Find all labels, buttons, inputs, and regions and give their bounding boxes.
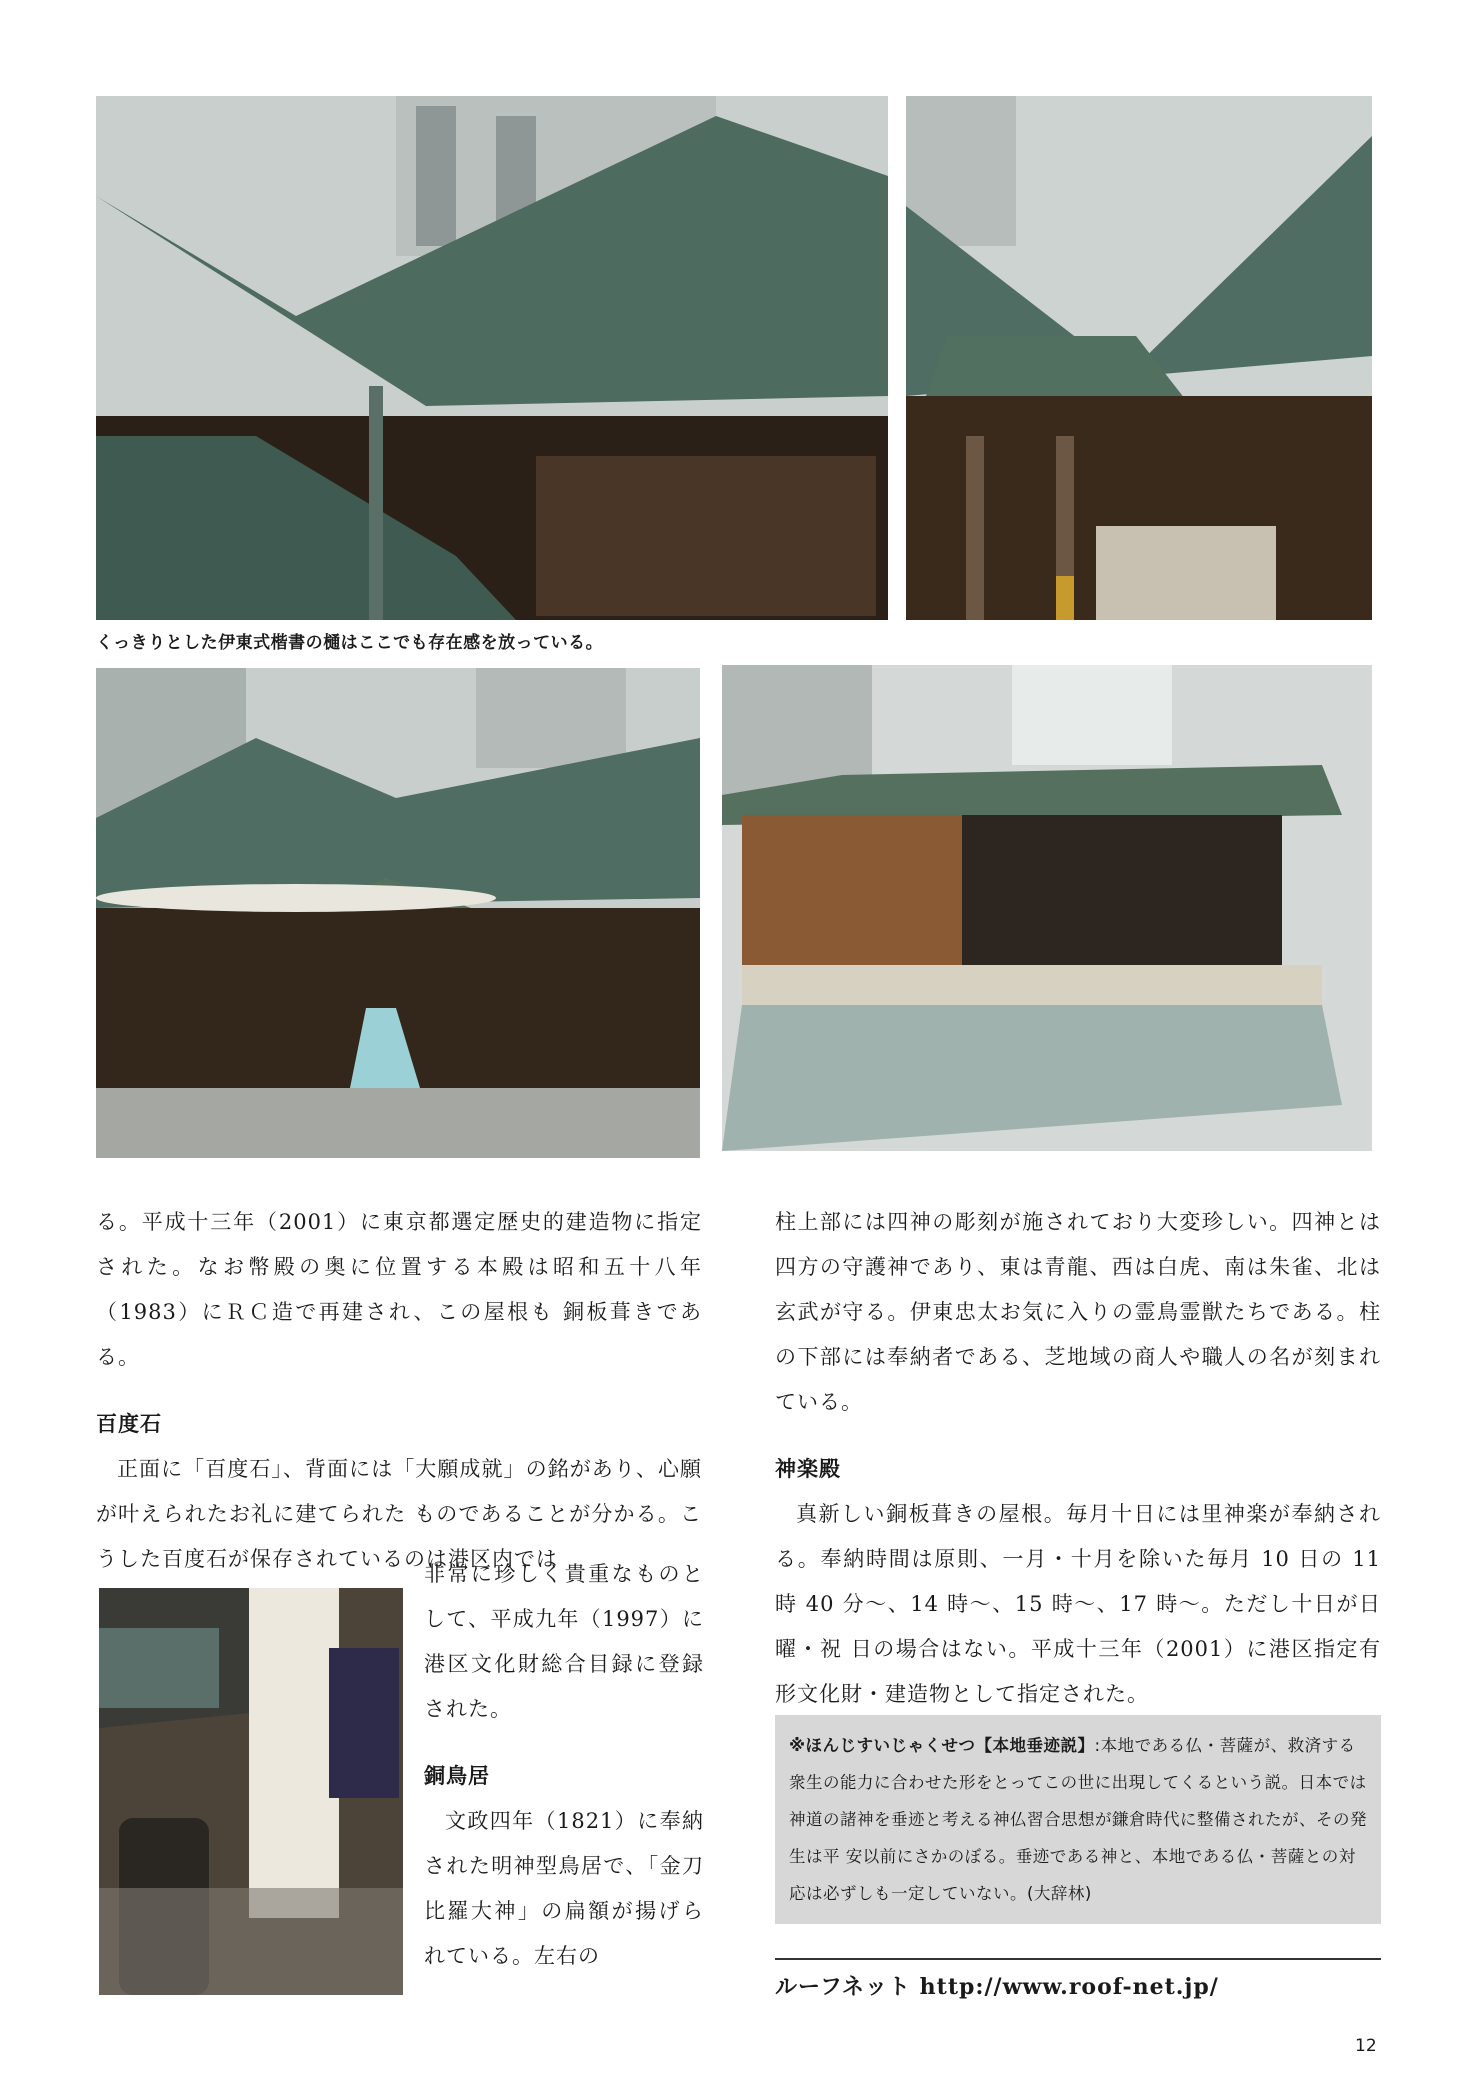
torii-text: 文政四年（1821）に奉納された明神型鳥居で、「金刀比羅大神」の扁額が揚げられている。左右の xyxy=(424,1809,704,1968)
right-column xyxy=(775,1200,1381,1717)
shijin-text: 柱上部には四神の彫刻が施されており大変珍しい。四神とは四方の守護神であり、東は青龍、西は白虎、南は朱雀、北は玄武が守る。伊東忠太お気に入りの霊鳥霊獣たちである。柱の下部には奉納者である、芝地域の商人や職人の名が刻まれている。 xyxy=(775,1210,1381,1414)
page-number: 12 xyxy=(1355,2036,1377,2056)
glossary-definition: :本地である仏・菩薩が、救済する衆生の能力に合わせた形をとってこの世に出現してくるという説。日本では神道の諸神を垂迹と考える神仏習合思想が鎌倉時代に整備されたが、その発生は平 安以前にさかのぼる。垂迹である神と、本地である仏・菩薩との対応は必ずしも一定していない。(大辞林) xyxy=(789,1736,1367,1903)
photo-shrine-roof-closeup xyxy=(96,96,888,620)
photo-shrine-main-hall xyxy=(96,668,700,1158)
glossary-note xyxy=(775,1715,1381,1924)
left-column xyxy=(96,1200,702,1582)
kagura-heading: 神楽殿 xyxy=(775,1457,841,1481)
photo-hyakudoishi xyxy=(99,1588,403,1995)
glossary-term: ※ほんじすいじゃくせつ【本地垂迹説】 xyxy=(789,1736,1095,1755)
torii-heading: 銅鳥居 xyxy=(424,1764,490,1788)
photo-caption: くっきりとした伊東式楷書の樋はここでも存在感を放っている。 xyxy=(96,633,604,653)
hyakudoishi-text: 正面に「百度石」、背面には「大願成就」の銘があり、心願が叶えられたお礼に建てられた ものであることが分かる。こうした百度石が保存されているのは港区内では xyxy=(96,1457,702,1571)
kagura-text: 真新しい銅板葺きの屋根。毎月十日には里神楽が奉納される。奉納時間は原則、一月・十月を除いた毎月 10 日の 11 時 40 分〜、14 時〜、15 時〜、17 時〜。ただし十日が日曜・祝 日の場合はない。平成十三年（2001）に港区指定有形文化財・建造物として指定された。 xyxy=(775,1502,1381,1706)
left-column-continued xyxy=(424,1552,704,1979)
photo-shrine-gate-front xyxy=(906,96,1372,620)
footer-site: ルーフネット http://www.roof-net.jp/ xyxy=(775,1974,1219,2000)
hyakudoishi-text-continued: 非常に珍しく貴重なものとして、平成九年（1997）に港区文化財総合目録に登録された。 xyxy=(424,1562,704,1721)
footer-rule xyxy=(775,1958,1381,1960)
intro-text: る。平成十三年（2001）に東京都選定歴史的建造物に指定された。なお幣殿の奥に位置する本殿は昭和五十八年（1983）にＲＣ造で再建され、この屋根も 銅板葺きである。 xyxy=(96,1210,702,1369)
hyakudoishi-heading: 百度石 xyxy=(96,1412,162,1436)
photo-kagura-hall xyxy=(722,665,1372,1151)
